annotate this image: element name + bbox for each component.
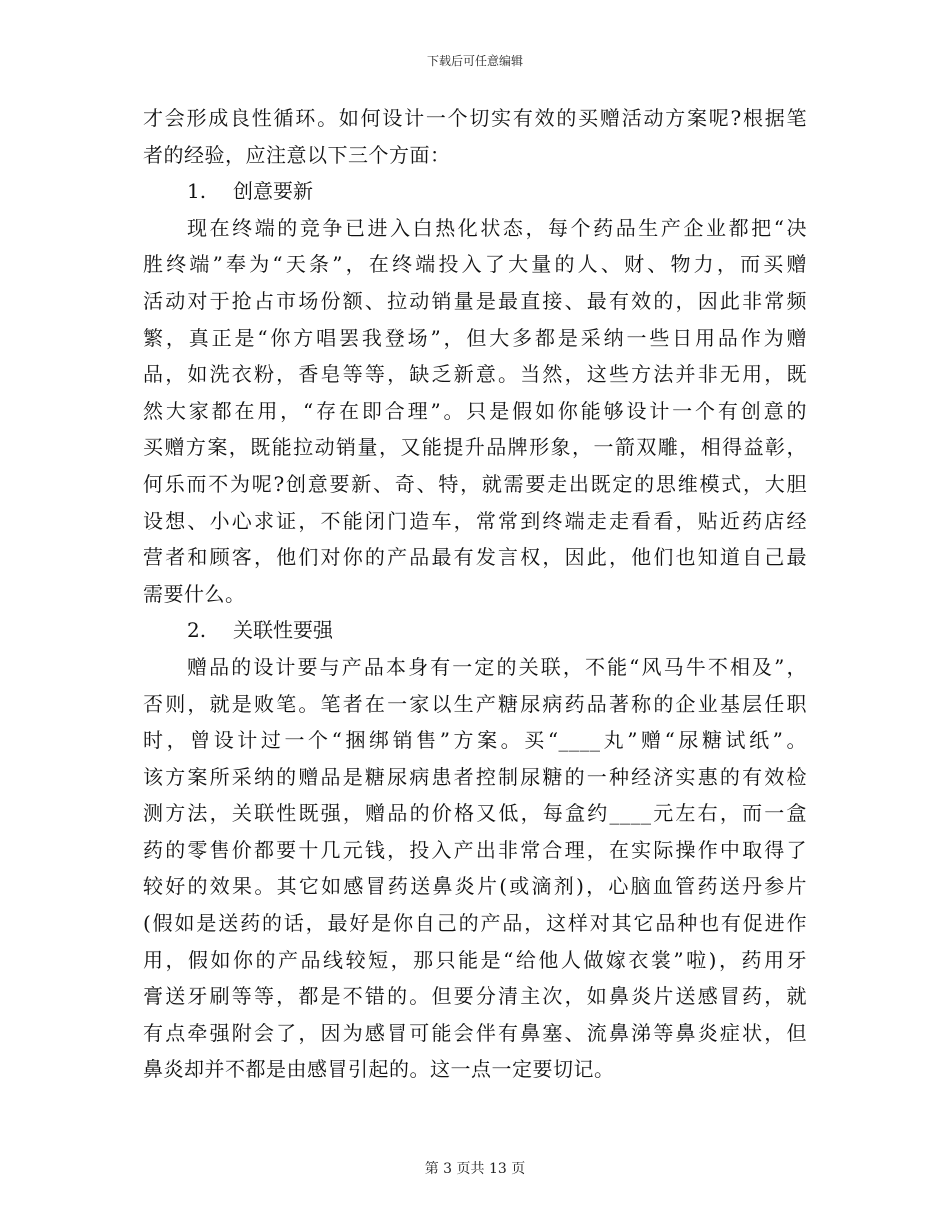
paragraph-line: 赠品的设计要与产品本身有一定的关联，不能“风马牛不相及”， bbox=[187, 654, 807, 679]
paragraph-line: 膏送牙刷等等，都是不错的。但要分清主次，如鼻炎片送感冒药，就 bbox=[143, 984, 807, 1009]
paragraph-line: (假如是送药的话，最好是你自己的产品，这样对其它品种也有促进作 bbox=[143, 911, 807, 936]
document-body bbox=[143, 100, 807, 1088]
paragraph-line: 何乐而不为呢?创意要新、奇、特，就需要走出既定的思维模式，大胆 bbox=[143, 471, 807, 496]
paragraph-line: 有点牵强附会了，因为感冒可能会伴有鼻塞、流鼻涕等鼻炎症状，但 bbox=[143, 1020, 807, 1045]
paragraph-line: 时，曾设计过一个“捆绑销售”方案。买“____丸”赠“尿糖试纸”。 bbox=[143, 728, 807, 753]
paragraph-line: 才会形成良性循环。如何设计一个切实有效的买赠活动方案呢?根据笔 bbox=[143, 106, 807, 130]
section-number: 2. bbox=[187, 618, 207, 643]
section-heading-1 bbox=[143, 173, 807, 210]
paragraph-line: 药的零售价都要十几元钱，投入产出非常合理，在实际操作中取得了 bbox=[143, 837, 807, 862]
paragraph-line: 用，假如你的产品线较短，那只能是“给他人做嫁衣裳”啦)，药用牙 bbox=[143, 947, 807, 972]
paragraph-line: 鼻炎却并不都是由感冒引起的。这一点一定要切记。 bbox=[143, 1057, 615, 1082]
section-number: 1. bbox=[187, 179, 207, 204]
paragraph-line: 品，如洗衣粉，香皂等等，缺乏新意。当然，这些方法并非无用，既 bbox=[143, 362, 807, 387]
paragraph-line: 然大家都在用，“存在即合理”。只是假如你能够设计一个有创意的 bbox=[143, 398, 807, 423]
paragraph-line: 测方法，关联性既强，赠品的价格又低，每盒约____元左右，而一盒 bbox=[143, 801, 807, 826]
paragraph-line: 胜终端”奉为“天条”，在终端投入了大量的人、财、物力，而买赠 bbox=[143, 252, 807, 277]
page-header: 下载后可任意编辑 bbox=[426, 54, 523, 68]
page-footer: 第 3 页共 13 页 bbox=[424, 1161, 526, 1177]
paragraph-line: 设想、小心求证，不能闭门造车，常常到终端走走看看，贴近药店经 bbox=[143, 508, 807, 533]
paragraph-line: 否则，就是败笔。笔者在一家以生产糖尿病药品著称的企业基层任职 bbox=[143, 691, 807, 716]
paragraph-line: 需要什么。 bbox=[143, 581, 246, 606]
paragraph-line: 营者和顾客，他们对你的产品最有发言权，因此，他们也知道自己最 bbox=[143, 545, 807, 570]
section-title: 关联性要强 bbox=[233, 618, 333, 643]
section-title: 创意要新 bbox=[233, 179, 313, 204]
paragraph-line: 该方案所采纳的赠品是糖尿病患者控制尿糖的一种经济实惠的有效检 bbox=[143, 764, 807, 789]
section-heading-2 bbox=[143, 612, 807, 649]
paragraph-line: 较好的效果。其它如感冒药送鼻炎片(或滴剂)，心脑血管药送丹参片 bbox=[143, 874, 807, 899]
paragraph-line: 繁，真正是“你方唱罢我登场”，但大多都是采纳一些日用品作为赠 bbox=[143, 325, 807, 350]
paragraph-line: 者的经验，应注意以下三个方面： bbox=[143, 142, 451, 167]
paragraph-line: 现在终端的竞争已进入白热化状态，每个药品生产企业都把“决 bbox=[187, 215, 807, 240]
paragraph-line: 活动对于抢占市场份额、拉动销量是最直接、最有效的，因此非常频 bbox=[143, 288, 807, 313]
paragraph-line: 买赠方案，既能拉动销量，又能提升品牌形象，一箭双雕，相得益彰， bbox=[143, 435, 807, 460]
